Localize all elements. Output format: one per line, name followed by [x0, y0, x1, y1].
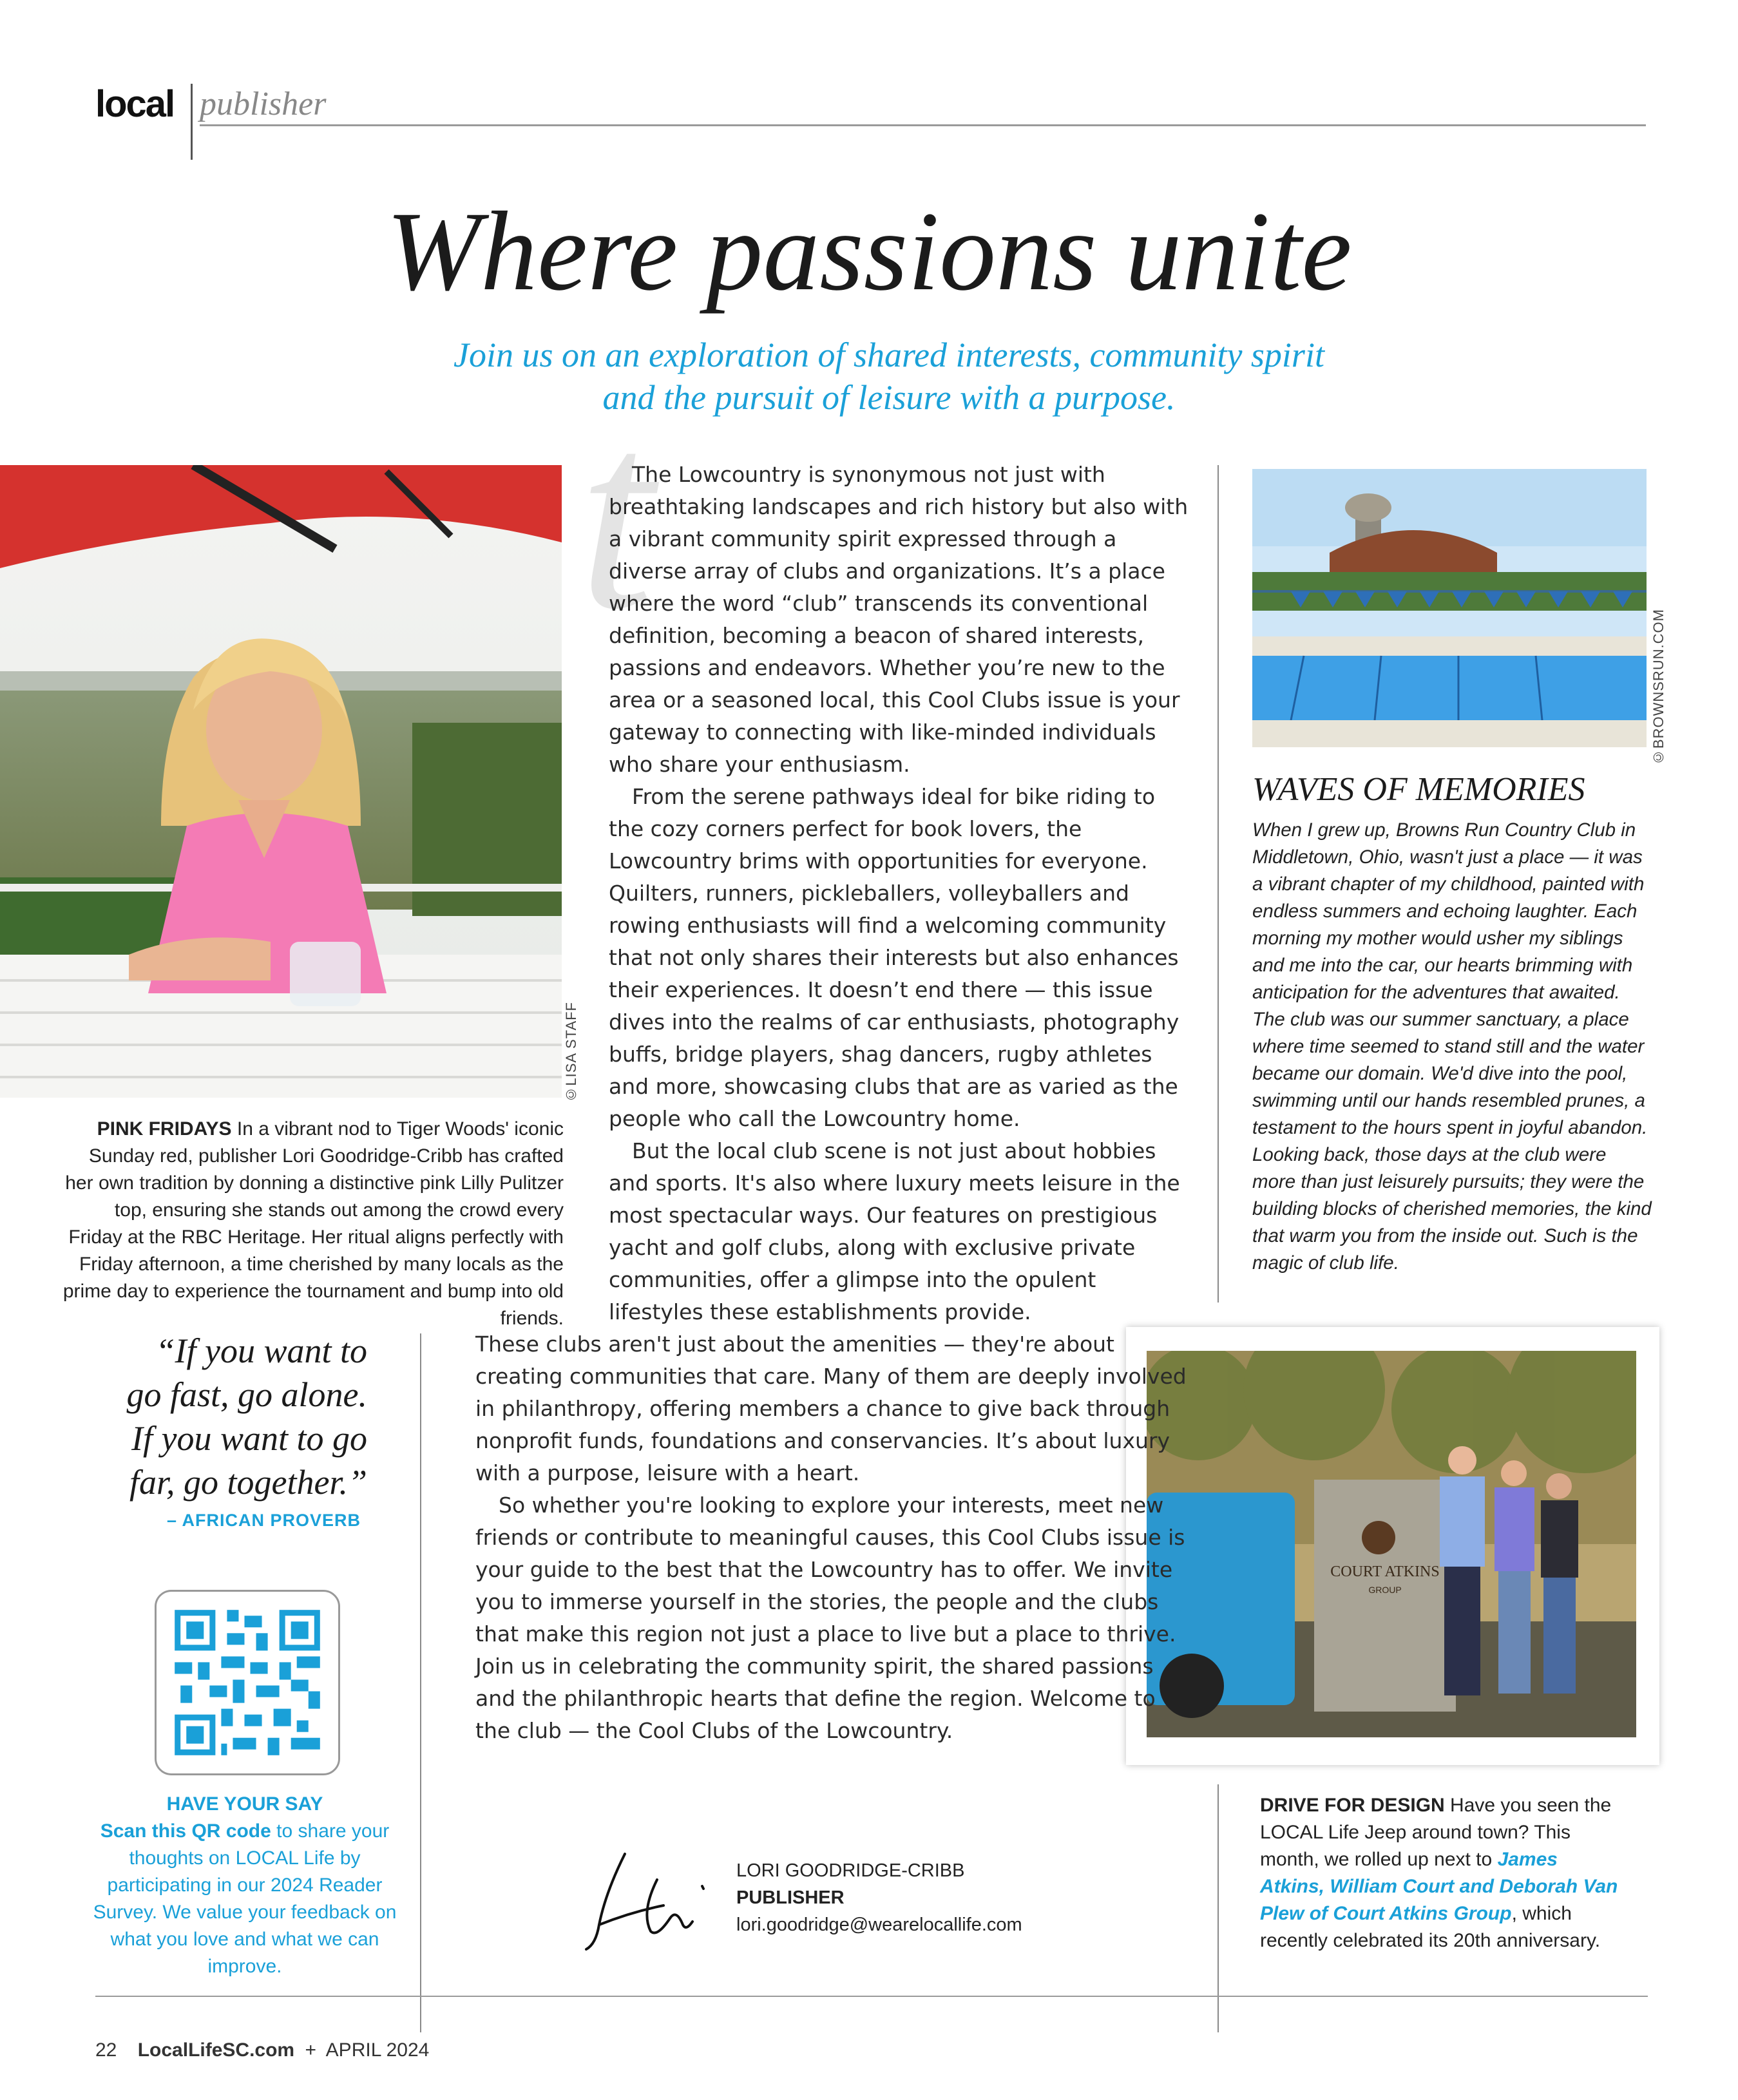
body-paragraph-3: But the local club scene is not just about hobbies and sports. It's also where luxury meets leisure in the most spectacular ways. Our features on prestigious yacht and golf clubs, along with exclusive private communities, offer a glimpse into the opulent lifestyles these establishments provide.: [609, 1138, 1180, 1324]
quote-attribution: – AFRICAN PROVERB: [166, 1511, 361, 1530]
caption-text: In a vibrant nod to Tiger Woods' iconic Sunday red, publisher Lori Goodridge-Cribb has crafted her own tradition by donning a distinctive pink Lilly Pulitzer top, ensuring she stands out among the crowd every Friday at the RBC Heritage. Her ritual aligns perfectly with Friday afternoon, a time cherished by many locals as the prime day to experience the tournament and bump into old friends.: [62, 1118, 564, 1329]
quote-line-2: go fast, go alone.: [126, 1375, 367, 1414]
caption-drive-for-design: [1260, 1792, 1621, 1954]
signature-email[interactable]: lori.goodridge@wearelocallife.com: [736, 1914, 1022, 1935]
body-column-bottom: [475, 1328, 1190, 1747]
header-rule: [200, 124, 1646, 126]
survey-heading: HAVE YOUR SAY: [166, 1793, 323, 1815]
footer-site[interactable]: LocalLifeSC.com: [137, 2039, 295, 2061]
page-subtitle: [258, 334, 1520, 419]
column-rule-right: [1218, 465, 1219, 1303]
quote-line-1: “If you want to: [155, 1332, 367, 1370]
page-footer: [95, 2039, 429, 2061]
body-paragraph-4: So whether you're looking to explore your interests, meet new friends or contribute to meaningful causes, this Cool Clubs issue is your guide to the best that the Lowcountry has to offer. We invite you to immerse yourself in the stories, the people and the clubs that make this region not just a place to live but a place to thrive. Join us in celebrating the community spirit, the shared passions and the philanthropic hearts that define the region. Welcome to the club — the Cool Clubs of the Lowcountry.: [475, 1493, 1185, 1743]
footer-issue: APRIL 2024: [325, 2039, 430, 2061]
survey-text: to share your thoughts on LOCAL Life by participating in our 2024 Reader Survey. We value your feedback on what you love and what we can improve.: [93, 1820, 397, 1977]
signature-title: PUBLISHER: [736, 1887, 845, 1908]
column-rule-left: [420, 1333, 421, 2032]
footer-separator: +: [305, 2039, 316, 2061]
footer-rule: [95, 1996, 1648, 1997]
survey-lead: Scan this QR code: [100, 1820, 271, 1842]
caption-right-lead: DRIVE FOR DESIGN: [1260, 1795, 1445, 1816]
subtitle-line-2: and the pursuit of leisure with a purpose.: [602, 378, 1176, 417]
page-title: Where passions unite: [386, 189, 1352, 314]
survey-callout: [90, 1791, 399, 1980]
caption-pink-fridays: [58, 1116, 564, 1332]
sidebar-title: WAVES OF MEMORIES: [1252, 771, 1585, 808]
body-paragraph-3-cont: These clubs aren't just about the amenities — they're about creating communities that care. Many of them are deeply involved in philanthropy, offering members a chance to give back through nonprofit funds, foundations and conservancies. It’s about luxury with a purpose, leisure with a heart.: [475, 1332, 1187, 1485]
body-paragraph-2: From the serene pathways ideal for bike riding to the cozy corners perfect for book lovers, the Lowcountry brims with opportunities for everyone. Quilters, runners, pickleballers, volleyballers and rowing enthusiasts will find a welcoming community that not only shares their interests but also enhances their experiences. It doesn’t end there — this issue dives into the realms of car enthusiasts, photography buffs, bridge players, shag dancers, rugby athletes and more, showcasing clubs that are as varied as the people who call the Lowcountry home.: [609, 784, 1179, 1131]
section-label: publisher: [200, 86, 327, 122]
body-column-top: [609, 459, 1189, 1328]
drop-cap: t: [578, 365, 654, 665]
sign-text: COURT ATKINS: [1330, 1563, 1440, 1580]
qr-code[interactable]: [155, 1590, 340, 1775]
body-paragraph-1: The Lowcountry is synonymous not just with breathtaking landscapes and rich history but also with a vibrant community spirit expressed through a diverse array of clubs and organizations. It’s a place where the word “club” transcends its conventional definition, becoming a beacon of shared interests, passions and endeavors. Whether you’re new to the area or a seasoned local, this Cool Clubs issue is your gateway to connecting with like-minded individuals who share your enthusiasm.: [609, 462, 1189, 777]
pull-quote: [97, 1329, 367, 1504]
subtitle-line-1: Join us on an exploration of shared interests, community spirit: [454, 336, 1324, 374]
brand-logo: local: [95, 83, 175, 125]
country-club-pool-photo: [1252, 469, 1647, 747]
sidebar-text: When I grew up, Browns Run Country Club in Middletown, Ohio, wasn't just a place — it was a vibrant chapter of my childhood, painted with endless summers and echoing laughter. Each morning my mother would usher my siblings and me into the car, our hearts brimming with anticipation for the adventures that awaited. The club was our summer sanctuary, a place where time seemed to stand still and the water became our domain. We'd dive into the pool, swimming until our hands resembled prunes, a testament to the hours spent in joyful abandon. Looking back, those days at the club were more than just leisurely pursuits; they were the building blocks of cherished memories, the kind that warm you from the inside out. Such is the magic of club life.: [1252, 819, 1652, 1274]
brand-divider: [191, 84, 193, 160]
publisher-photo: [0, 465, 562, 1098]
caption-lead: PINK FRIDAYS: [97, 1118, 232, 1140]
sign-subtext: GROUP: [1368, 1585, 1402, 1595]
quote-line-3: If you want to go: [131, 1419, 367, 1458]
handwritten-signature: [580, 1835, 728, 1957]
quote-line-4: far, go together.”: [129, 1463, 367, 1502]
photo-credit-left: ©LISA STAFF: [563, 1002, 579, 1103]
page-number: 22: [95, 2039, 117, 2061]
signature-name: LORI GOODRIDGE-CRIBB: [736, 1860, 965, 1881]
court-atkins-photo: [1147, 1351, 1636, 1737]
photo-credit-right: ©BROWNSRUN.COM: [1650, 609, 1666, 766]
caption-right-text1: Have you seen the LOCAL Life Jeep around town? This month, we rolled up next to: [1260, 1795, 1612, 1870]
caption-right-names: James Atkins, William Court and Deborah Van Plew of Court Atkins Group: [1260, 1849, 1618, 1924]
caption-right-text2: , which recently celebrated its 20th anniversary.: [1260, 1903, 1601, 1951]
